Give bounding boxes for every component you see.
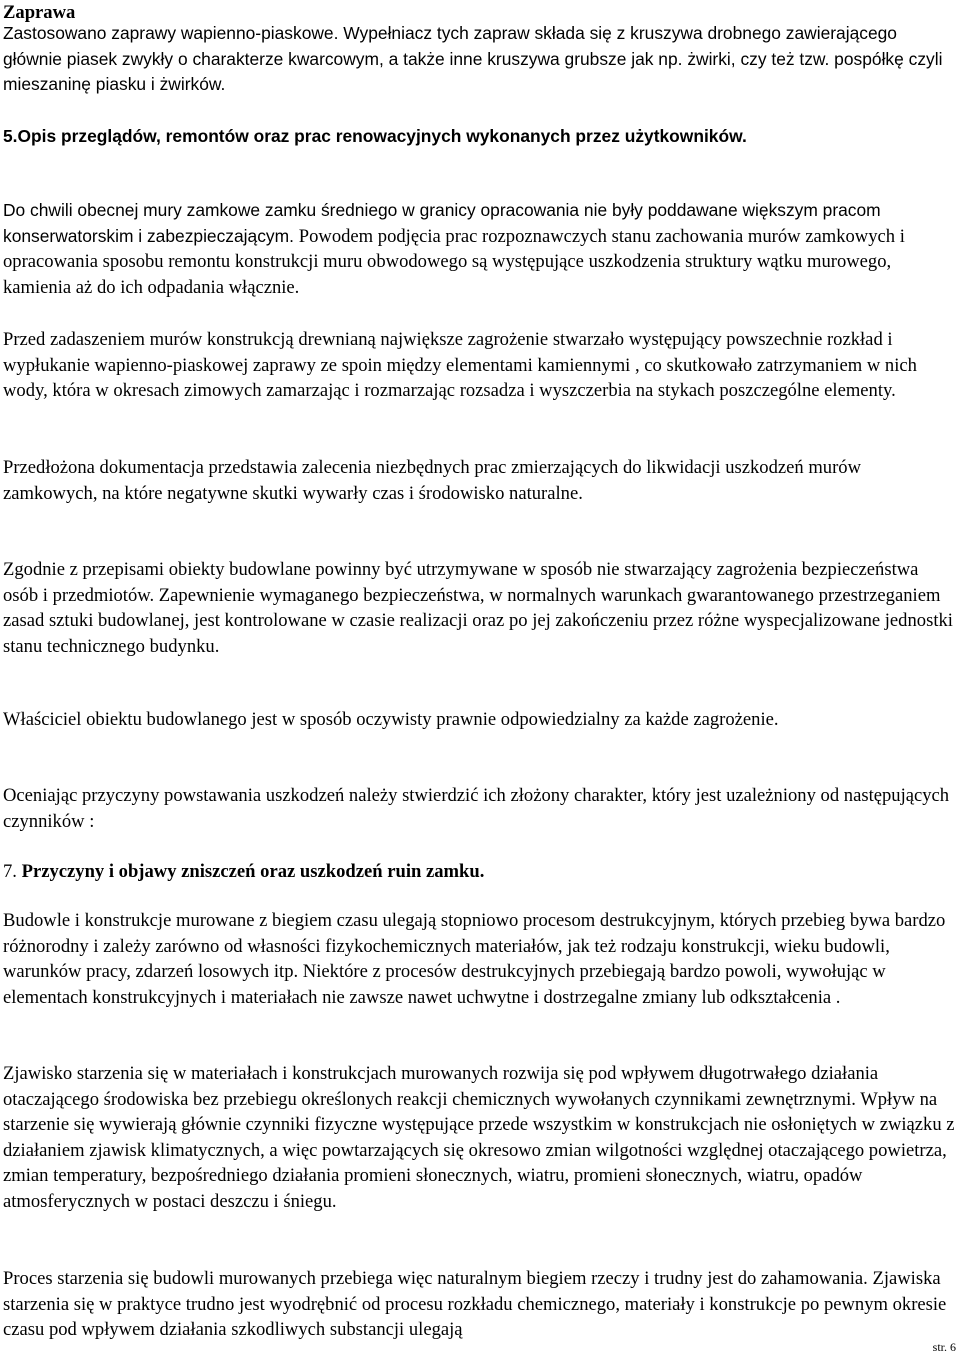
page-number: str. 6	[932, 1340, 956, 1354]
heading-section-7-text: Przyczyny i objawy zniszczeń oraz uszkodzeń ruin zamku.	[21, 861, 485, 882]
paragraph-wlasciciel: Właściciel obiektu budowlanego jest w sposób oczywisty prawnie odpowiedzialny za każde zagrożenie.	[3, 709, 779, 730]
heading-section-7	[3, 859, 958, 885]
heading-section-7-number: 7.	[3, 861, 17, 882]
paragraph-przed-zadaszeniem: Przed zadaszeniem murów konstrukcją drewnianą największe zagrożenie stwarzało występujący powszechnie rozkład i wypłukanie wapienno-piaskowej zaprawy ze spoin między elementami kamiennymi , co skutkowało zatrzymaniem w nich wody, która w okresach zimowych zamarzając i rozmarzając rozsadza i wyszczerbia na stykach poszczególne elementy.	[3, 329, 917, 402]
paragraph-do-chwili-sans: Do chwili obecnej mury zamkowe zamku średniego w granicy opracowania nie były poddawane większym pracom konserwatorskim i zabezpieczającym.	[3, 200, 881, 246]
paragraph-do-chwili-serif: Powodem podjęcia prac rozpoznawczych stanu zachowania murów zamkowych i opracowania sposobu remontu konstrukcji muru obwodowego są występujące uszkodzenia struktury wątku murowego, kamienia aż do ich odpadania włącznie.	[3, 225, 905, 298]
heading-section-5: 5.Opis przeglądów, remontów oraz prac renowacyjnych wykonanych przez użytkowników.	[3, 126, 747, 146]
paragraph-zaprawa: Zastosowano zaprawy wapienno-piaskowe. Wypełniacz tych zapraw składa się z kruszywa drobnego zawierającego głównie piasek zwykły o charakterze kwarcowym, a także inne kruszywa grubsze jak np. żwirki, czy też tzw. pospółkę czyli mieszaninę piasku i żwirków.	[3, 23, 943, 95]
paragraph-zjawisko: Zjawisko starzenia się w materiałach i konstrukcjach murowanych rozwija się pod wpływem długotrwałego działania otaczającego środowiska bez przebiegu określonych reakcji chemicznych wywołanych czynnikami zewnętrznymi. Wpływ na starzenie się wywierają głównie czynniki fizyczne występujące przede wszystkim w konstrukcjach nie osłoniętych w związku z działaniem zjawisk klimatycznych, a więc powtarzających się okresowo zmian wilgotności względnej otaczającego powietrza, zmian temperatury, bezpośredniego działania promieni słonecznych, wiatru, promieni słonecznych, wiatru, opadów atmosferycznych w postaci deszczu i śniegu.	[3, 1063, 955, 1212]
paragraph-proces: Proces starzenia się budowli murowanych przebiega więc naturalnym biegiem rzeczy i trudny jest do zahamowania. Zjawiska starzenia się w praktyce trudno jest wyodrębnić od procesu rozkładu chemicznego, materiały i konstrukcje po pewnym okresie czasu pod wpływem działania szkodliwych substancji ulegają	[3, 1268, 947, 1341]
heading-zaprawa: Zaprawa	[3, 2, 76, 23]
paragraph-przedlozona: Przedłożona dokumentacja przedstawia zalecenia niezbędnych prac zmierzających do likwidacji uszkodzeń murów zamkowych, na które negatywne skutki wywarły czas i środowisko naturalne.	[3, 457, 862, 504]
paragraph-do-chwili	[3, 198, 958, 300]
paragraph-oceniajac: Oceniając przyczyny powstawania uszkodzeń należy stwierdzić ich złożony charakter, który jest uzależniony od następujących czynników :	[3, 785, 950, 832]
paragraph-budowle: Budowle i konstrukcje murowane z biegiem czasu ulegają stopniowo procesom destrukcyjnym, których przebieg bywa bardzo różnorodny i zależy zarówno od własności fizykochemicznych materiałów, jak też rodzaju konstrukcji, wieku budowli, warunków pracy, zdarzeń losowych itp. Niektóre z procesów destrukcyjnych przebiegają bardzo powoli, wywołując w elementach konstrukcyjnych i materiałach nie zawsze nawet uchwytne i dostrzegalne zmiany lub odkształcenia .	[3, 910, 946, 1008]
paragraph-zgodnie: Zgodnie z przepisami obiekty budowlane powinny być utrzymywane w sposób nie stwarzający zagrożenia bezpieczeństwa osób i przedmiotów. Zapewnienie wymaganego bezpieczeństwa, w normalnych warunkach gwarantowanego przestrzeganiem zasad sztuki budowlanej, jest kontrolowane w czasie realizacji oraz po jej zakończeniu przez różne wyspecjalizowane jednostki stanu technicznego budynku.	[3, 559, 953, 657]
